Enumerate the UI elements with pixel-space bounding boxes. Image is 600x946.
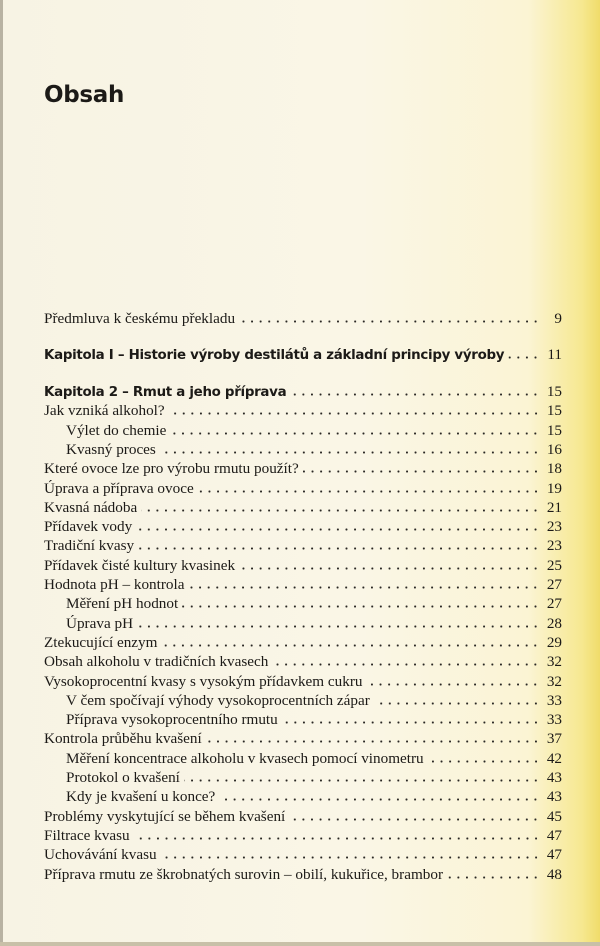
dot-leader	[160, 451, 540, 454]
toc-entry-page: 19	[546, 479, 562, 497]
toc-entry-page: 9	[554, 310, 562, 327]
toc-entry-page: 16	[546, 440, 562, 458]
toc-entry	[44, 401, 562, 420]
dot-leader	[134, 837, 540, 840]
toc-entry-title: Kontrola průběhu kvašení	[44, 730, 202, 748]
dot-leader	[508, 356, 540, 359]
toc-entry-page: 47	[546, 846, 562, 864]
dot-leader	[170, 432, 540, 435]
toc-entry-title: Které ovoce lze pro výrobu rmutu použít?	[44, 460, 299, 478]
toc-entry-title: Vysokoprocentní kvasy s vysokým přídavkem cukru	[44, 672, 363, 690]
toc-entry-title: Kapitola I – Historie výroby destilátů a základní principy výroby	[44, 348, 505, 363]
toc-entry-title: Měření pH hodnot	[66, 595, 179, 613]
dot-leader	[136, 528, 540, 531]
dot-leader	[272, 663, 540, 666]
toc-entry	[44, 382, 562, 401]
toc-entry-title: Úprava pH	[66, 614, 134, 632]
dot-leader	[198, 490, 540, 493]
scan-edge-bottom	[0, 942, 600, 946]
toc-entry	[44, 556, 562, 575]
toc-entry-title: Kdy je kvašení u konce?	[66, 788, 216, 806]
toc-entry	[44, 787, 562, 806]
dot-leader	[219, 798, 540, 801]
toc-entry-page: 32	[546, 653, 562, 671]
toc-entry-title: Jak vzniká alkohol?	[44, 402, 165, 420]
dot-leader	[188, 586, 540, 589]
toc-entry	[44, 575, 562, 594]
toc-entry-page: 15	[546, 421, 562, 439]
toc-entry	[44, 826, 562, 845]
toc-entry-page: 28	[546, 614, 562, 632]
toc-entry-page: 42	[546, 749, 562, 767]
dot-leader	[169, 412, 540, 415]
toc-entry-page: 37	[546, 730, 562, 748]
dot-leader	[239, 567, 540, 570]
toc-entry-page: 48	[546, 865, 562, 883]
toc-entry-page: 25	[546, 556, 562, 574]
toc-entry	[44, 421, 562, 440]
toc-entry-title: Hodnota pH – kontrola	[44, 576, 185, 593]
toc-entry-page: 43	[546, 788, 562, 806]
toc-entry	[44, 729, 562, 748]
toc-entry-page: 33	[546, 711, 562, 729]
toc-entry	[44, 479, 562, 498]
toc-entry-title: Kapitola 2 – Rmut a jeho příprava	[44, 385, 287, 400]
dot-leader	[161, 856, 540, 859]
toc-entry	[44, 594, 562, 613]
toc-entry-title: Ztekucující enzym	[44, 633, 158, 651]
toc-entry-page: 27	[546, 595, 562, 613]
toc-entry-page: 27	[546, 576, 562, 593]
toc-entry-title: Úprava a příprava ovoce	[44, 479, 194, 497]
dot-leader	[137, 625, 540, 628]
toc-entry	[44, 691, 562, 710]
dot-leader	[290, 393, 540, 396]
toc-entry	[44, 749, 562, 768]
toc-entry	[44, 633, 562, 652]
dot-leader	[447, 876, 540, 879]
toc-entry-title: Obsah alkoholu v tradičních kvasech	[44, 653, 269, 671]
toc-entry	[44, 672, 562, 691]
toc-entry-title: Problémy vyskytující se během kvašení	[44, 807, 286, 825]
dot-leader	[161, 644, 540, 647]
toc-entry-page: 43	[546, 769, 562, 786]
toc-entry-title: Protokol o kvašení	[66, 769, 180, 786]
toc-entry	[44, 865, 562, 884]
toc-entry	[44, 614, 562, 633]
toc-entry	[44, 440, 562, 459]
toc-entry-title: Přídavek čisté kultury kvasinek	[44, 556, 236, 574]
scan-edge-left	[0, 0, 3, 946]
dot-leader	[366, 683, 540, 686]
dot-leader	[206, 740, 540, 743]
toc-entry	[44, 710, 562, 729]
toc-entry-page: 47	[546, 826, 562, 844]
toc-entry	[44, 768, 562, 787]
dot-leader	[374, 702, 540, 705]
toc-entry-page: 15	[546, 383, 562, 400]
toc-entry-page: 45	[546, 807, 562, 825]
toc-entry-title: Předmluva k českému překladu	[44, 310, 236, 327]
toc-entry	[44, 517, 562, 536]
toc-entry-title: Kvasná nádoba	[44, 498, 138, 516]
toc-entry-title: Měření koncentrace alkoholu v kvasech pomocí vinometru	[66, 749, 424, 767]
toc-entry	[44, 498, 562, 517]
dot-leader	[184, 779, 540, 782]
toc-entry-page: 18	[546, 460, 562, 478]
toc-entry-page: 15	[546, 402, 562, 420]
toc-entry-title: Přídavek vody	[44, 518, 133, 536]
toc-entry-page: 23	[546, 518, 562, 536]
dot-leader	[182, 605, 540, 608]
toc-entry-title: Uchovávání kvasu	[44, 846, 157, 864]
toc-entry	[44, 652, 562, 671]
dot-leader	[239, 320, 540, 323]
dot-leader	[289, 818, 540, 821]
dot-leader	[303, 470, 540, 473]
toc-entry	[44, 536, 562, 555]
dot-leader	[282, 721, 540, 724]
toc-entry-page: 23	[546, 537, 562, 555]
toc-entry-title: Příprava vysokoprocentního rmutu	[66, 711, 278, 729]
toc-entry	[44, 309, 562, 328]
toc-entry-title: Příprava rmutu ze škrobnatých surovin – obilí, kukuřice, brambor	[44, 865, 443, 883]
dot-leader	[138, 547, 540, 550]
toc-entry-title: Tradiční kvasy	[44, 537, 135, 555]
dot-leader	[428, 760, 540, 763]
page-title: Obsah	[44, 82, 125, 108]
toc-entry	[44, 807, 562, 826]
toc-entry-title: Filtrace kvasu	[44, 826, 130, 844]
toc-entry	[44, 459, 562, 478]
toc-entry-page: 33	[546, 691, 562, 709]
toc-entry-title: V čem spočívají výhody vysokoprocentních zápar	[66, 691, 370, 709]
dot-leader	[141, 509, 540, 512]
toc-entry	[44, 845, 562, 864]
toc-entry-page: 21	[546, 498, 562, 516]
toc-entry	[44, 345, 562, 364]
toc-entry-title: Kvasný proces	[66, 440, 156, 458]
toc-entry-page: 32	[546, 672, 562, 690]
toc-entry-page: 11	[547, 346, 562, 363]
toc-entry-page: 29	[546, 633, 562, 651]
toc-entry-title: Výlet do chemie	[66, 421, 167, 439]
